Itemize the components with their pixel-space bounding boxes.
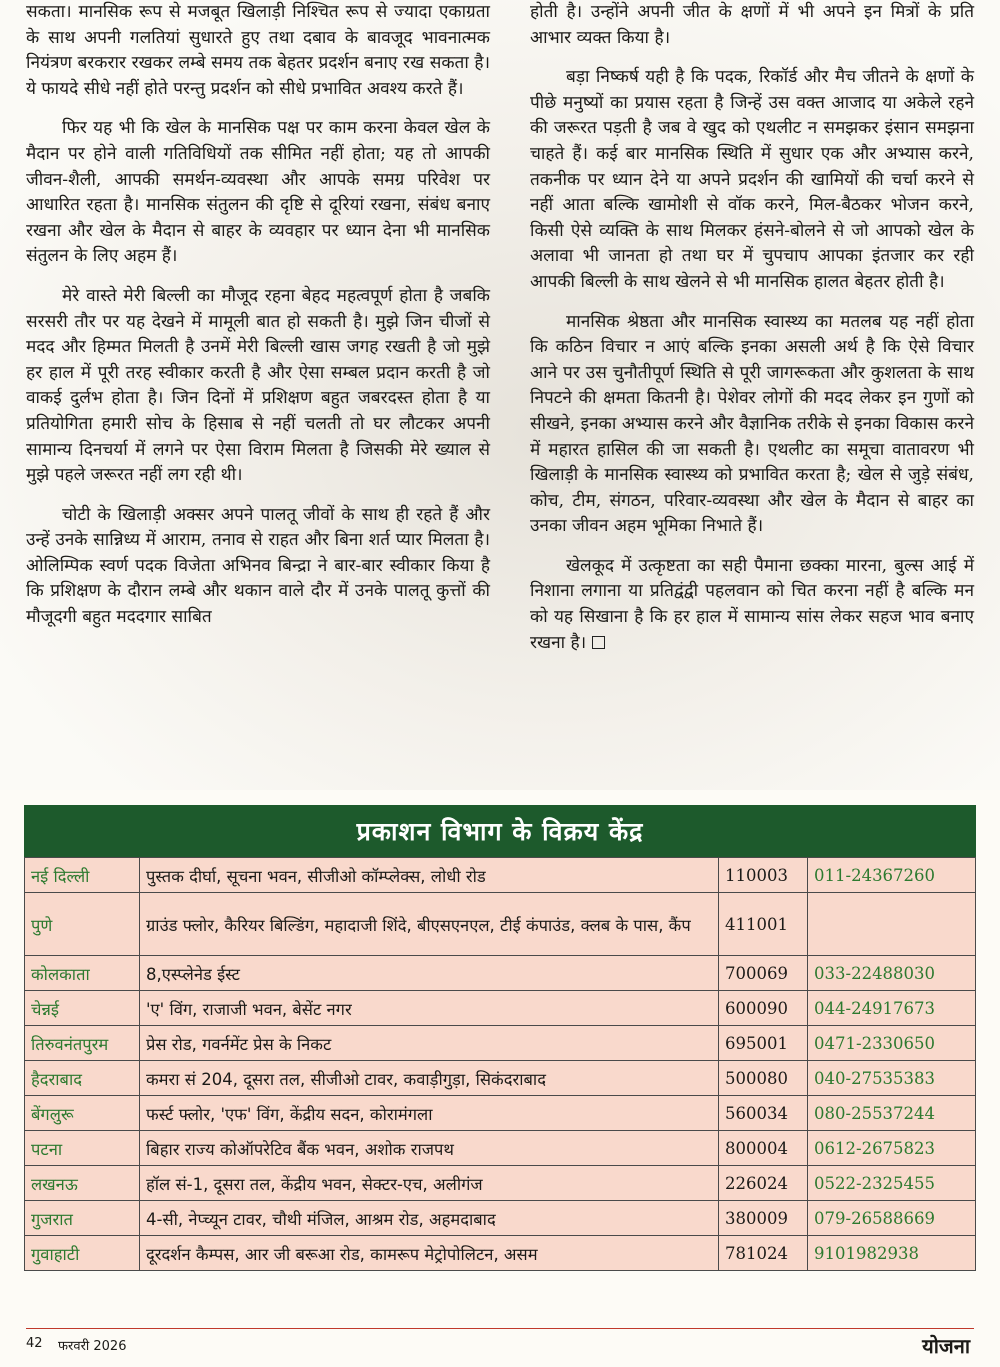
paragraph: चोटी के खिलाड़ी अक्सर अपने पालतू जीवों के साथ ही रहते हैं और उन्हें उनके सान्निध्य में आराम, तनाव से राहत और बिना शर्त प्यार मिलता है। ओलिम्पिक स्वर्ण पदक विजेता अभिनव बिन्द्रा ने बार-बार स्वीकार किया है कि प्रशिक्षण के दौरान लम्बे और थकान वाले दौर में उनके पालतू कुत्तों की मौजूदगी बहुत मददगार साबित (26, 504, 490, 628)
cell-address: 'ए' विंग, राजाजी भवन, बेसेंट नगर (140, 991, 719, 1026)
sales-centres-box (24, 805, 976, 1271)
cell-city: तिरुवनंतपुरम (25, 1026, 140, 1061)
table-row (25, 1201, 976, 1236)
cell-phone: 0522-2325455 (808, 1166, 976, 1201)
cell-address: पुस्तक दीर्घा, सूचना भवन, सीजीओ कॉम्प्लेक्स, लोधी रोड (140, 858, 719, 893)
cell-phone: 080-25537244 (808, 1096, 976, 1131)
magazine-name: योजना (922, 1334, 970, 1358)
cell-pin: 781024 (719, 1236, 808, 1271)
sales-centres-table (24, 857, 976, 1271)
cell-address: 4-सी, नेप्च्यून टावर, चौथी मंजिल, आश्रम रोड, अहमदाबाद (140, 1201, 719, 1236)
table-row (25, 1096, 976, 1131)
table-row (25, 956, 976, 991)
table-row (25, 1026, 976, 1061)
cell-phone: 033-22488030 (808, 956, 976, 991)
cell-city: गुजरात (25, 1201, 140, 1236)
cell-address: हॉल सं-1, दूसरा तल, केंद्रीय भवन, सेक्टर-एच, अलीगंज (140, 1166, 719, 1201)
cell-pin: 600090 (719, 991, 808, 1026)
cell-phone: 079-26588669 (808, 1201, 976, 1236)
cell-phone: 044-24917673 (808, 991, 976, 1026)
issue-date: फरवरी 2026 (58, 1339, 127, 1354)
table-row (25, 1236, 976, 1271)
table-row (25, 1131, 976, 1166)
article-left-column (26, 0, 490, 645)
paragraph: मेरे वास्ते मेरी बिल्ली का मौजूद रहना बेहद महत्वपूर्ण होता है जबकि सरसरी तौर पर यह देखने में मामूली बात हो सकती है। मुझे जिन चीजों से मदद और हिम्मत मिलती है उनमें मेरी बिल्ली खास जगह रखती है जो मुझे हर हाल में पूरी तरह स्वीकार करती है और ऐसा सम्बल प्रदान करती है जो वाकई दुर्लभ होता है। जिन दिनों में प्रशिक्षण बहुत जबरदस्त होता है या प्रतियोगिता हमारी सोच के हिसाब से नहीं चलती तो घर लौटकर अपनी सामान्य दिनचर्या में लगने पर ऐसा विराम मिलता है जिसकी मेरे ख्याल से मुझे पहले जरूरत नहीं लग रही थी। (26, 285, 490, 486)
cell-phone: 011-24367260 (808, 858, 976, 893)
table-row (25, 893, 976, 956)
cell-address: कमरा सं 204, दूसरा तल, सीजीओ टावर, कवाड़ीगुड़ा, सिकंदराबाद (140, 1061, 719, 1096)
cell-address: दूरदर्शन कैम्पस, आर जी बरूआ रोड, कामरूप मेट्रोपोलिटन, असम (140, 1236, 719, 1271)
footer-divider (26, 1328, 974, 1329)
cell-phone: 0471-2330650 (808, 1026, 976, 1061)
table-row (25, 991, 976, 1026)
cell-city: बेंगलुरू (25, 1096, 140, 1131)
paragraph: होती है। उन्होंने अपनी जीत के क्षणों में भी अपने इन मित्रों के प्रति आभार व्यक्त किया है। (530, 2, 974, 48)
cell-address: बिहार राज्य कोऑपरेटिव बैंक भवन, अशोक राजपथ (140, 1131, 719, 1166)
paragraph-text: खेलकूद में उत्कृष्टता का सही पैमाना छक्का मारना, बुल्स आई में निशाना लगाना या प्रतिद्वंद्वी पहलवान को चित करना नहीं है बल्कि मन को यह सिखाना है कि हर हाल में सामान्य सांस लेकर सहज भाव बनाए रखना है। (530, 555, 974, 653)
cell-phone: 0612-2675823 (808, 1131, 976, 1166)
sales-centres-title: प्रकाशन विभाग के विक्रय केंद्र (24, 805, 976, 857)
page-number: 42 (26, 1336, 43, 1351)
cell-pin: 560034 (719, 1096, 808, 1131)
cell-city: चेन्नई (25, 991, 140, 1026)
cell-pin: 110003 (719, 858, 808, 893)
page-footer (0, 1328, 1000, 1367)
paragraph: सकता। मानसिक रूप से मजबूत खिलाड़ी निश्चित रूप से ज्यादा एकाग्रता के साथ अपनी गलतियां सुधारते हुए तथा दबाव के बावजूद भावनात्मक नियंत्रण बरकरार रखकर लम्बे समय तक बेहतर प्रदर्शन बनाए रख सकता है। ये फायदे सीधे नहीं होते परन्तु प्रदर्शन को सीधे प्रभावित अवश्य करते हैं। (26, 2, 490, 99)
cell-address: फर्स्ट फ्लोर, 'एफ' विंग, केंद्रीय सदन, कोरामंगला (140, 1096, 719, 1131)
cell-pin: 800004 (719, 1131, 808, 1166)
cell-city: गुवाहाटी (25, 1236, 140, 1271)
cell-pin: 500080 (719, 1061, 808, 1096)
cell-city: हैदराबाद (25, 1061, 140, 1096)
cell-pin: 695001 (719, 1026, 808, 1061)
cell-city: पुणे (25, 893, 140, 956)
table-row (25, 1166, 976, 1201)
cell-pin: 700069 (719, 956, 808, 991)
cell-city: कोलकाता (25, 956, 140, 991)
cell-phone: 040-27535383 (808, 1061, 976, 1096)
cell-city: पटना (25, 1131, 140, 1166)
cell-pin: 226024 (719, 1166, 808, 1201)
end-of-article-mark (592, 636, 605, 649)
cell-address: ग्राउंड फ्लोर, कैरियर बिल्डिंग, महादाजी शिंदे, बीएसएनएल, टीई कंपाउंड, क्लब के पास, कैंप (140, 893, 719, 956)
cell-phone: 9101982938 (808, 1236, 976, 1271)
paragraph-final (530, 554, 974, 656)
paragraph: मानसिक श्रेष्ठता और मानसिक स्वास्थ्य का मतलब यह नहीं होता कि कठिन विचार न आएं बल्कि इनका असली अर्थ है कि ऐसे विचार आने पर उस चुनौतीपूर्ण स्थिति से पूरी जागरूकता और कुशलता के साथ निपटने की क्षमता कितनी है। पेशेवर लोगों की मदद लेकर इन गुणों को सीखने, इनका अभ्यास करने और वैज्ञानिक तरीके से इनका विकास करने में महारत हासिल की जा सकती है। एथलीट का समूचा वातावरण भी खिलाड़ी के मानसिक स्वास्थ्य को प्रभावित करता है; खेल से जुड़े संबंध, कोच, टीम, संगठन, परिवार-व्यवस्था और खेल के मैदान से बाहर का उनका जीवन अहम भूमिका निभाते हैं। (530, 311, 974, 537)
cell-address: 8,एस्प्लेनेड ईस्ट (140, 956, 719, 991)
cell-pin: 380009 (719, 1201, 808, 1236)
cell-phone (808, 893, 976, 956)
paragraph: फिर यह भी कि खेल के मानसिक पक्ष पर काम करना केवल खेल के मैदान पर होने वाली गतिविधियों तक सीमित नहीं होता; यह तो आपकी जीवन-शैली, आपकी समर्थन-व्यवस्था और आपके समग्र परिवेश पर आधारित रहता है। मानसिक संतुलन की दृष्टि से दूरियां रखना, संबंध बनाए रखना और खेल के मैदान से बाहर के व्यवहार पर ध्यान देना भी मानसिक संतुलन के लिए अहम हैं। (26, 118, 490, 267)
table-row (25, 858, 976, 893)
article-right-column (530, 0, 974, 670)
cell-pin: 411001 (719, 893, 808, 956)
paragraph: बड़ा निष्कर्ष यही है कि पदक, रिकॉर्ड और मैच जीतने के क्षणों के पीछे मनुष्यों का प्रयास रहता है जिन्हें उस वक्त आजाद या अकेले रहने की जरूरत पड़ती है जब वे खुद को एथलीट न समझकर इंसान समझना चाहते हैं। कई बार मानसिक स्थिति में सुधार एक और अभ्यास करने, तकनीक पर ध्यान देने या अपने प्रदर्शन की खामियों की चर्चा करने से नहीं आता बल्कि खामोशी से वॉक करने, मिल-बैठकर भोजन करने, किसी ऐसे व्यक्ति के साथ मिलकर हंसने-बोलने से जो आपको खेल के अलावा भी जानता हो तथा घर में चुपचाप आपका इंतजार कर रही आपकी बिल्ली के साथ खेलने से भी मानसिक हालत बेहतर होती है। (530, 67, 974, 292)
cell-city: लखनऊ (25, 1166, 140, 1201)
table-row (25, 1061, 976, 1096)
cell-city: नई दिल्ली (25, 858, 140, 893)
cell-address: प्रेस रोड, गवर्नमेंट प्रेस के निकट (140, 1026, 719, 1061)
